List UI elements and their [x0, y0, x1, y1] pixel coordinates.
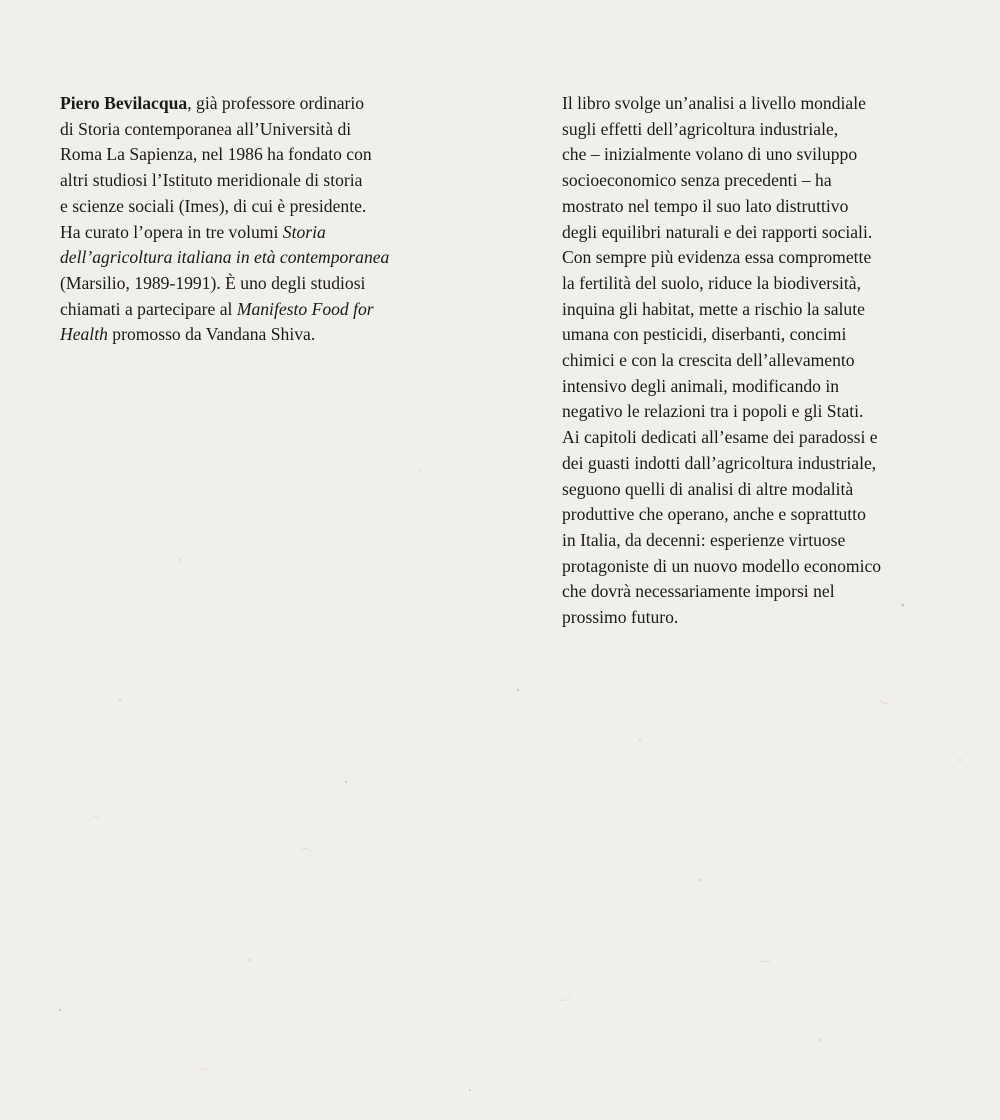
description-line: intensivo degli animali, modificando in	[562, 375, 840, 396]
description-line: socioeconomico senza precedenti – ha	[562, 170, 832, 191]
bio-line-7	[60, 245, 460, 271]
description-line: mostrato nel tempo il suo lato distruttivo	[562, 195, 849, 216]
description-line: Ai capitoli dedicati all’esame dei paradossi e	[562, 427, 878, 448]
description-line: in Italia, da decenni: esperienze virtuose	[562, 529, 846, 550]
bio-line-6: Ha curato l’opera in tre volumi Storia	[60, 221, 326, 242]
description-line: Con sempre più evidenza essa compromette	[562, 247, 872, 268]
description-line: negativo le relazioni tra i popoli e gli Stati.	[562, 401, 864, 422]
description-line: Il libro svolge un’analisi a livello mondiale	[562, 93, 866, 113]
bio-line-1: Piero Bevilacqua, già professore ordinario	[60, 93, 365, 113]
description-line: prossimo futuro.	[562, 607, 679, 628]
bio-line-9: chiamati a partecipare al Manifesto Food for	[60, 298, 374, 319]
description-line: dei guasti indotti dall’agricoltura industriale,	[562, 452, 877, 473]
description-line: produttive che operano, anche e soprattutto	[562, 504, 866, 525]
bio-line-4: altri studiosi l’Istituto meridionale di storia	[60, 170, 363, 191]
description-line: sugli effetti dell’agricoltura industriale,	[562, 118, 839, 139]
bio-line-10: Health promosso da Vandana Shiva.	[60, 324, 316, 345]
bio-line-5: e scienze sociali (Imes), di cui è presidente.	[60, 195, 367, 216]
bio-line-8: (Marsilio, 1989-1991). È uno degli studiosi	[60, 272, 366, 293]
description-line: chimici e con la crescita dell’allevamento	[562, 350, 855, 371]
description-line: protagoniste di un nuovo modello economico	[562, 555, 882, 576]
author-bio	[60, 91, 460, 348]
bio-line-3: Roma La Sapienza, nel 1986 ha fondato con	[60, 144, 372, 165]
author-name: Piero Bevilacqua	[60, 93, 188, 113]
description-line: che dovrà necessariamente imporsi nel	[562, 581, 835, 602]
bio-line-2: di Storia contemporanea all’Università di	[60, 118, 352, 139]
description-line: la fertilità del suolo, riduce la biodiversità,	[562, 272, 861, 293]
work-title-cont: dell’agricoltura italiana in età contemporanea	[60, 247, 390, 268]
manifesto-title-cont: Health	[60, 324, 108, 345]
description-line: inquina gli habitat, mette a rischio la salute	[562, 298, 865, 319]
book-description	[562, 91, 962, 631]
work-title: Storia	[282, 221, 326, 242]
description-line: che – inizialmente volano di uno sviluppo	[562, 144, 858, 165]
description-line: seguono quelli di analisi di altre modalità	[562, 478, 854, 499]
description-line: degli equilibri naturali e dei rapporti sociali.	[562, 221, 873, 242]
description-line: umana con pesticidi, diserbanti, concimi	[562, 324, 847, 345]
manifesto-title: Manifesto Food for	[236, 298, 374, 319]
